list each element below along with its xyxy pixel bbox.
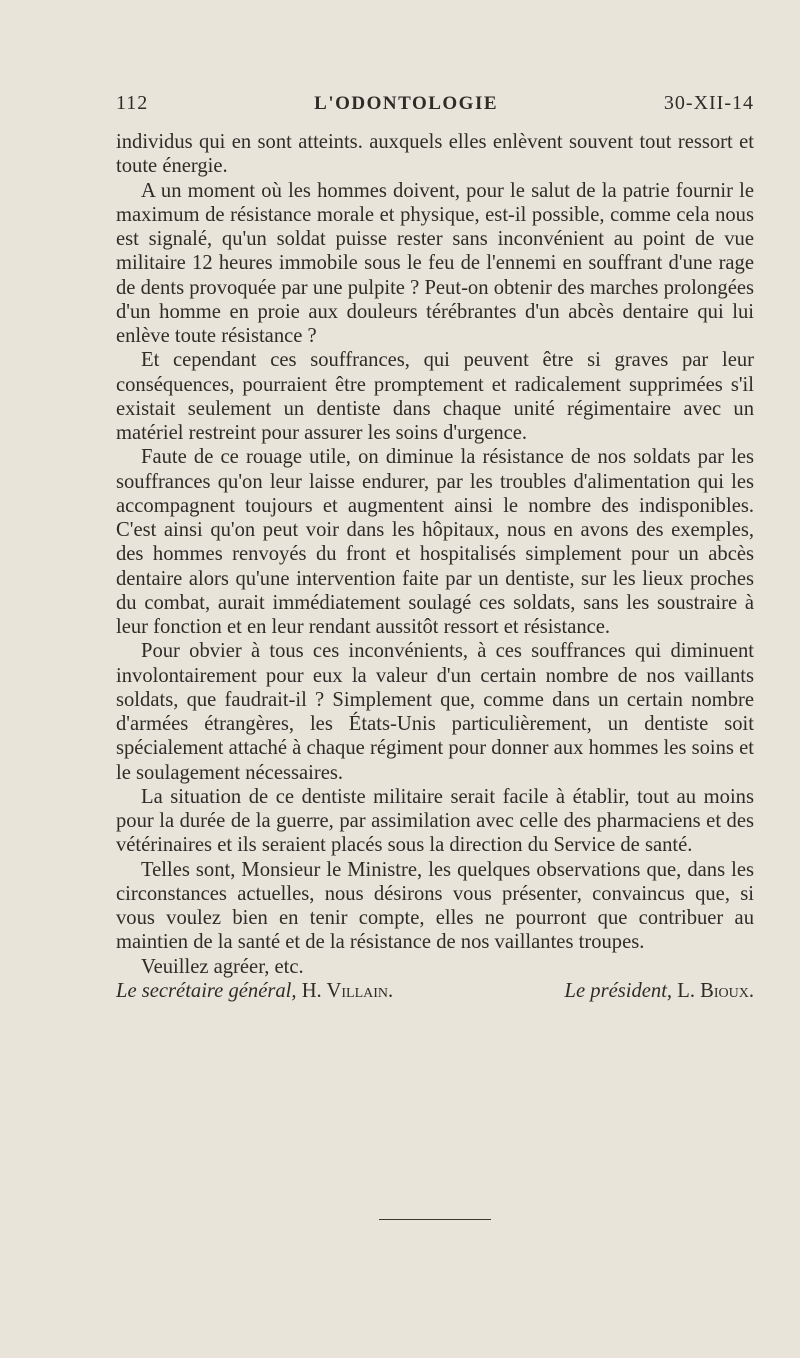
secretary-name: H. Villain. — [301, 979, 394, 1002]
paragraph: A un moment où les hommes doivent, pour le salut de la patrie fournir le maximum de résistance morale et physique, est-il possible, comme cela nous est signalé, qu'un soldat puisse rester sans inconvénient au point de vue militaire 12 heures immobile sous le feu de l'ennemi en souffrant d'une rage de dents provoquée par une pulpite ? Peut-on obtenir des marches prolongées d'un homme en proie aux douleurs térébrantes d'un abcès dentaire qui lui enlève toute résistance ? — [116, 179, 754, 347]
paragraph: Et cependant ces souffrances, qui peuvent être si graves par leur conséquences, pourraient être promptement et radicalement supprimées s'il existait seulement un dentiste dans chaque unité régimentaire avec un matériel restreint pour assurer les soins d'urgence. — [116, 349, 754, 444]
issue-date: 30-XII-14 — [663, 92, 754, 114]
running-header — [116, 92, 754, 122]
paragraph: La situation de ce dentiste militaire serait facile à établir, tout au moins pour la durée de la guerre, par assimilation avec celle des pharmaciens et des vétérinaires et ils seraient placés sous la direction du Service de santé. — [116, 785, 754, 857]
signature-president — [565, 979, 754, 1003]
end-rule — [379, 1219, 491, 1220]
secretary-role: Le secrétaire général, — [116, 979, 302, 1002]
signature-line — [116, 979, 754, 1003]
closing-line: Veuillez agréer, etc. — [141, 955, 304, 978]
journal-title: L'ODONTOLOGIE — [314, 93, 499, 114]
president-role: Le président, — [564, 979, 678, 1002]
signature-secretary — [116, 979, 393, 1003]
paragraph: Faute de ce rouage utile, on diminue la résistance de nos soldats par les souffrances qu'on leur laisse endurer, par les troubles d'alimentation qui les accompagnent toujours et augmentent ainsi le nombre des indisponibles. C'est ainsi qu'on peut voir dans les hôpitaux, nous en avons des exemples, des hommes renvoyés du front et hospitalisés simplement pour un abcès dentaire alors qu'une intervention faite par un dentiste, sur les lieux proches du combat, aurait immédiatement soulagé ces soldats, sans les soustraire à leur fonction et en leur rendant aussitôt ressort et résistance. — [116, 446, 754, 638]
president-name: L. Bioux. — [677, 979, 754, 1002]
paragraph-continuation: individus qui en sont atteints. auxquels elles enlèvent souvent tout ressort et toute énergie. — [116, 131, 754, 178]
page-number: 112 — [116, 92, 149, 114]
paragraph: Pour obvier à tous ces inconvénients, à ces souffrances qui diminuent involontairement pour eux la valeur d'un certain nombre de nos vaillants soldats, que faudrait-il ? Simplement que, comme dans un certain nombre d'armées étrangères, les États-Unis particulièrement, un dentiste soit spécialement attaché à chaque régiment pour donner aux hommes les soins et le soulagement nécessaires. — [116, 640, 754, 784]
body-text — [116, 130, 754, 1003]
paragraph: Telles sont, Monsieur le Ministre, les quelques observations que, dans les circonstances actuelles, nous désirons vous présenter, convaincus que, si vous voulez bien en tenir compte, elles ne pourront que contribuer au maintien de la santé et de la résistance de nos vaillantes troupes. — [116, 858, 754, 954]
